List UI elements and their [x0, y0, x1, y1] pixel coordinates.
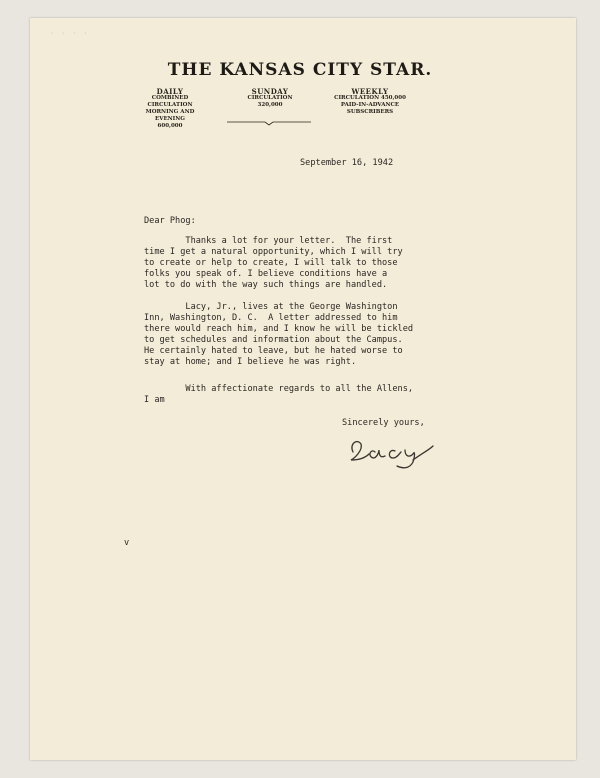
letter-paragraph-2: Lacy, Jr., lives at the George Washington Inn, Washington, D. C. A letter addressed to him there would reach him, and I know he will be tickled to get schedules and information about the Campus. He certainly hated to leave, but he hated worse to stay at home; and I believe he was right. — [144, 302, 414, 367]
masthead-title: THE KANSAS CITY STAR. — [167, 60, 433, 80]
weekly-line1: CIRCULATION 450,000 — [334, 95, 406, 101]
letter-paragraph-3: With affectionate regards to all the Allens, I am — [144, 384, 414, 405]
weekly-line2: PAID-IN-ADVANCE — [340, 102, 400, 108]
letter-closing: Sincerely yours, — [342, 418, 425, 428]
daily-line2: MORNING AND EVENING — [145, 109, 195, 122]
letter-date: September 16, 1942 — [300, 158, 394, 168]
daily-line1: COMBINED CIRCULATION — [147, 95, 193, 108]
daily-head: DAILY — [156, 87, 184, 96]
sunday-line1: CIRCULATION — [247, 95, 293, 101]
sunday-circulation — [240, 88, 300, 109]
sunday-line2: 320,000 — [257, 102, 283, 108]
weekly-head: WEEKLY — [351, 87, 389, 96]
handwritten-signature — [345, 430, 435, 470]
ornament-rule — [225, 119, 313, 127]
letter-salutation: Dear Phog: — [144, 216, 196, 226]
letter-paragraph-1: Thanks a lot for your letter. The first time I get a natural opportunity, which I will try to create or help to create, I will talk to those folks you speak of. I believe conditions have a lot to do with the way such things are handled. — [144, 236, 403, 290]
daily-circulation — [135, 88, 205, 130]
weekly-line3: SUBSCRIBERS — [346, 109, 394, 115]
footer-mark: v — [124, 538, 130, 548]
sunday-head: SUNDAY — [251, 87, 289, 96]
paper-speckle: · · · · — [50, 30, 90, 37]
daily-line3: 600,000 — [157, 123, 183, 129]
weekly-circulation — [330, 88, 410, 116]
